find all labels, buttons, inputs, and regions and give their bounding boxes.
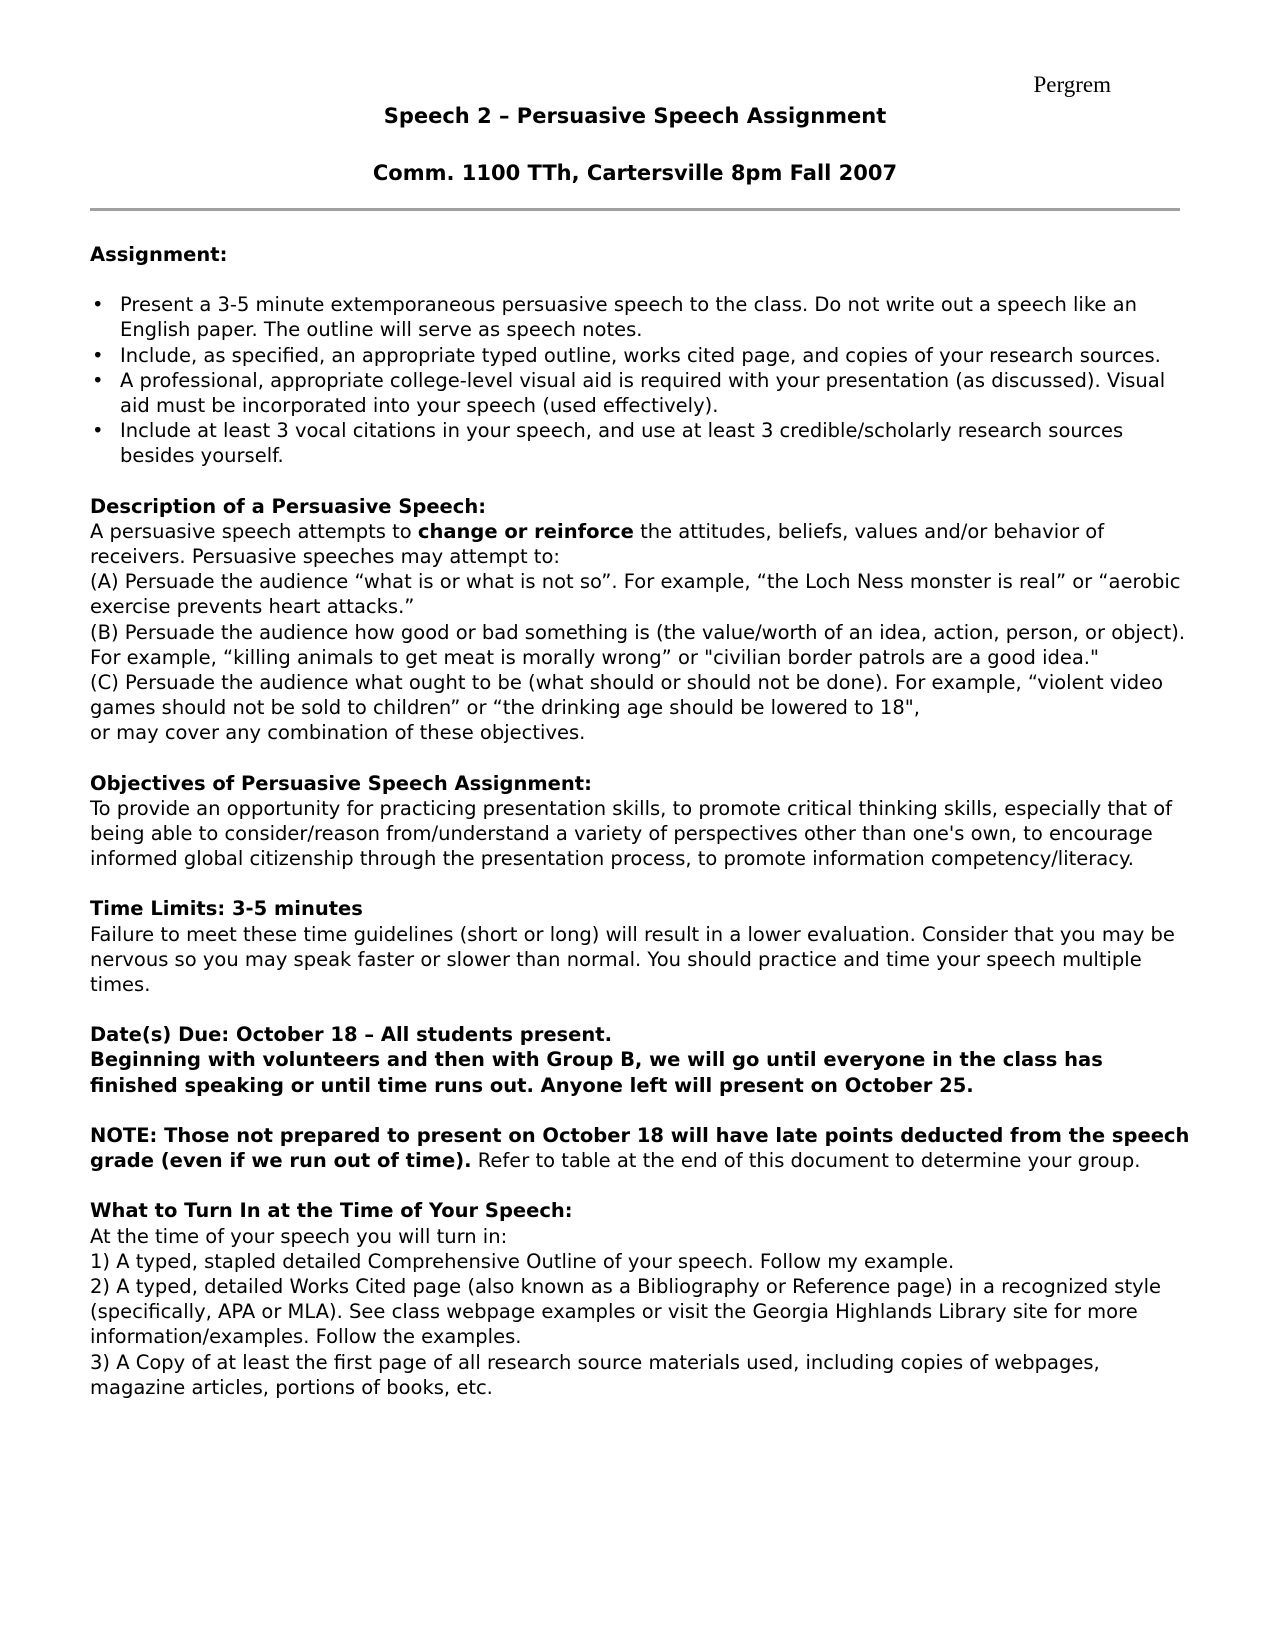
spacer [90,469,1190,494]
description-item-b: (B) Persuade the audience how good or bad something is (the value/worth of an idea, action, person, or object). For example, “killing animals to get meat is morally wrong” or "civilian border patrols are a good idea." [90,620,1186,669]
description-closing: or may cover any combination of these objectives. [90,721,586,745]
bullet-icon: • [92,293,104,317]
description-intro [90,519,1190,569]
description-item-a: (A) Persuade the audience “what is or what is not so”. For example, “the Loch Ness monster is real” or “aerobic exercise prevents heart attacks.” [90,570,1181,619]
spacer [90,997,1190,1022]
dates-due-text: Beginning with volunteers and then with Group B, we will go until everyone in the class has finished speaking or until time runs out. Anyone left will present on October 25. [90,1048,1103,1097]
turn-in-item: 3) A Copy of at least the first page of all research source materials used, including copies of webpages, magazine articles, portions of books, etc. [90,1350,1100,1399]
assignment-heading: Assignment: [90,243,228,266]
objectives-text: To provide an opportunity for practicing presentation skills, to promote critical thinking skills, especially that of being able to consider/reason from/understand a variety of perspectives other than one's own, to encourage informed global citizenship through the presentation process, to promote information competency/literacy. [90,796,1172,871]
assignment-bullet [90,343,1190,368]
turn-in-item: 2) A typed, detailed Works Cited page (also known as a Bibliography or Reference page) in a recognized style (specifically, APA or MLA). See class webpage examples or visit the Georgia Highlands Library site for more information/examples. Follow the examples. [90,1274,1162,1349]
assignment-bullet [90,292,1190,342]
bullet-icon: • [92,419,104,443]
bullet-icon: • [92,368,104,392]
document-title: Speech 2 – Persuasive Speech Assignment [383,104,887,128]
objectives-heading: Objectives of Persuasive Speech Assignment: [90,771,592,795]
time-limits-text: Failure to meet these time guidelines (short or long) will result in a lower evaluation. Consider that you may be nervous so you may speak faster or slower than normal. You should practice and time your speech multiple times. [90,922,1175,997]
turn-in-heading: What to Turn In at the Time of Your Speech: [90,1199,573,1223]
bullet-text: Include, as specified, an appropriate typed outline, works cited page, and copies of your research sources. [120,343,1161,367]
spacer [90,1098,1190,1123]
bullet-text: Include at least 3 vocal citations in your speech, and use at least 3 credible/scholarly research sources besides yourself. [120,419,1124,468]
time-limits-heading: Time Limits: 3-5 minutes [90,897,363,921]
assignment-list [90,292,1190,468]
bullet-text: A professional, appropriate college-level visual aid is required with your presentation (as discussed). Visual aid must be incorporated into your speech (used effectively). [120,368,1166,418]
late-note-text: Refer to table at the end of this document to determine your group. [471,1149,1141,1173]
turn-in-intro: At the time of your speech you will turn in: [90,1224,508,1248]
description-intro-start: A persuasive speech attempts to [90,519,418,543]
turn-in-item: 1) A typed, stapled detailed Comprehensive Outline of your speech. Follow my example. [90,1249,955,1273]
late-note-bold: NOTE: Those not prepared to present on October 18 will have late points deducted from the speech grade (even if we run out of time). [90,1123,1190,1173]
bullet-icon: • [92,343,104,367]
late-note [90,1123,1190,1173]
author-name: Pergrem [1033,72,1111,97]
description-intro-emphasis: change or reinforce [417,519,634,543]
header-divider [90,208,1180,211]
assignment-bullet [90,418,1190,468]
description-heading: Description of a Persuasive Speech: [90,494,487,518]
bullet-text: Present a 3-5 minute extemporaneous persuasive speech to the class. Do not write out a speech like an English paper. The outline will serve as speech notes. [120,293,1137,342]
spacer [90,746,1190,771]
assignment-bullet [90,368,1190,418]
spacer [90,267,1190,292]
document-body [90,242,1190,1400]
spacer [90,1173,1190,1198]
description-intro-end: the attitudes, beliefs, values and/or behavior of receivers. Persuasive speeches may attempt to: [90,519,1105,569]
description-item-c: (C) Persuade the audience what ought to be (what should or should not be done). For example, “violent video games should not be sold to children” or “the drinking age should be lowered to 18", [90,671,1164,720]
spacer [90,871,1190,896]
course-subtitle: Comm. 1100 TTh, Cartersville 8pm Fall 2007 [372,161,898,185]
dates-due-heading: Date(s) Due: October 18 – All students present. [90,1023,612,1047]
